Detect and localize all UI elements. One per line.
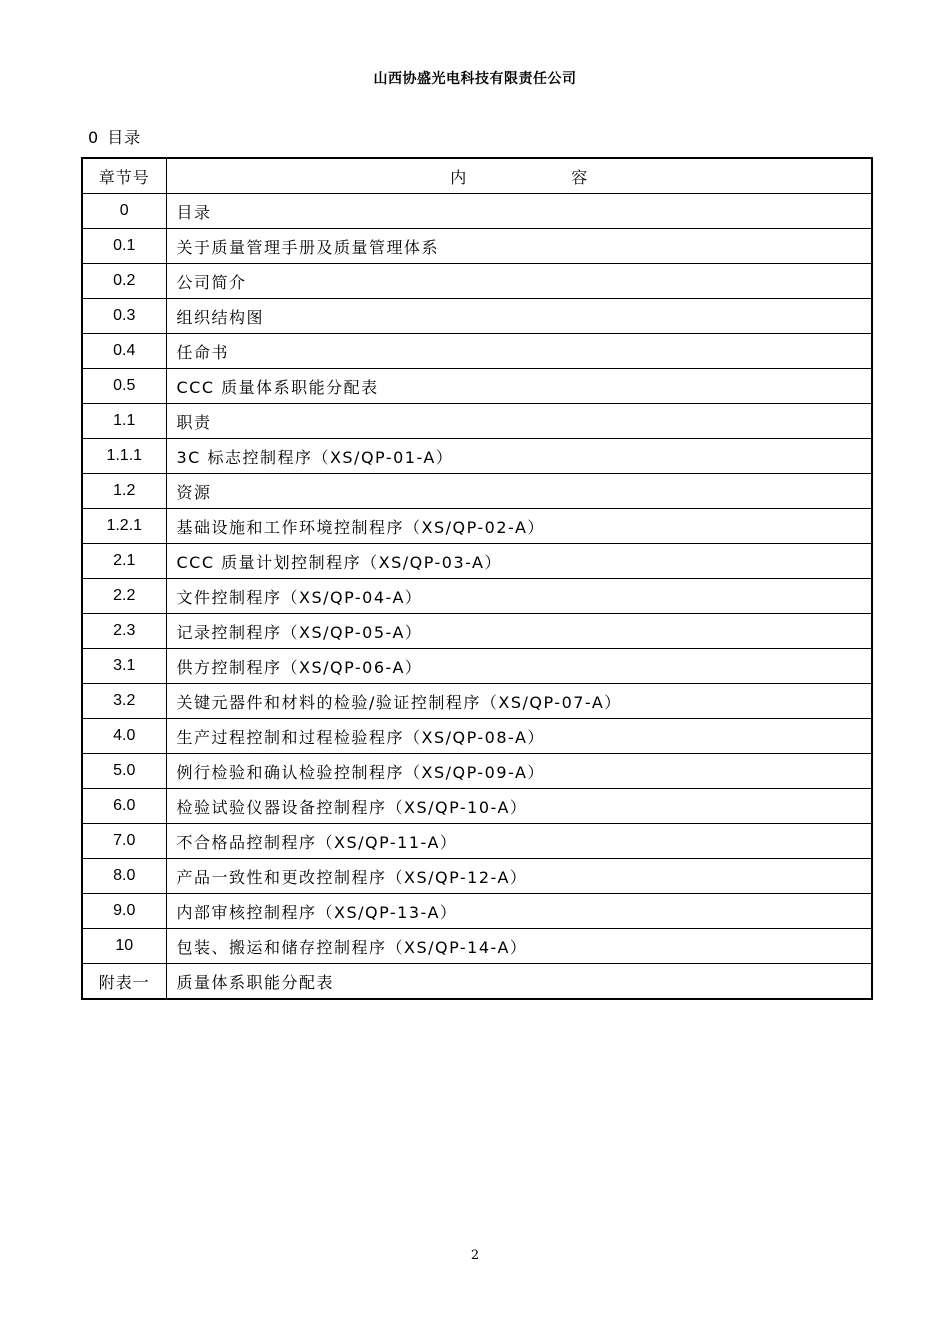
header-content-part1: 内 bbox=[450, 167, 467, 187]
chapter-number: 9.0 bbox=[82, 894, 166, 929]
table-row bbox=[82, 369, 872, 404]
table-row bbox=[82, 194, 872, 229]
toc-body bbox=[82, 194, 872, 1000]
table-row bbox=[82, 229, 872, 264]
chapter-content: 职责 bbox=[166, 404, 872, 439]
table-row bbox=[82, 579, 872, 614]
table-row bbox=[82, 299, 872, 334]
chapter-number: 2.3 bbox=[82, 614, 166, 649]
chapter-number: 1.1.1 bbox=[82, 439, 166, 474]
chapter-content: 3C 标志控制程序（XS/QP-01-A） bbox=[166, 439, 872, 474]
chapter-number: 5.0 bbox=[82, 754, 166, 789]
chapter-content: 不合格品控制程序（XS/QP-11-A） bbox=[166, 824, 872, 859]
table-row bbox=[82, 264, 872, 299]
chapter-number: 0.1 bbox=[82, 229, 166, 264]
chapter-number: 1.2 bbox=[82, 474, 166, 509]
chapter-number: 0.2 bbox=[82, 264, 166, 299]
chapter-number: 0.4 bbox=[82, 334, 166, 369]
chapter-content: 生产过程控制和过程检验程序（XS/QP-08-A） bbox=[166, 719, 872, 754]
chapter-number: 3.2 bbox=[82, 684, 166, 719]
chapter-content: 检验试验仪器设备控制程序（XS/QP-10-A） bbox=[166, 789, 872, 824]
chapter-content: 目录 bbox=[166, 194, 872, 229]
table-row bbox=[82, 859, 872, 894]
chapter-content: 基础设施和工作环境控制程序（XS/QP-02-A） bbox=[166, 509, 872, 544]
page-number: 2 bbox=[470, 1248, 480, 1263]
chapter-number: 7.0 bbox=[82, 824, 166, 859]
chapter-number: 1.1 bbox=[82, 404, 166, 439]
chapter-content: 关于质量管理手册及质量管理体系 bbox=[166, 229, 872, 264]
table-row bbox=[82, 824, 872, 859]
chapter-content: 公司简介 bbox=[166, 264, 872, 299]
chapter-content: 任命书 bbox=[166, 334, 872, 369]
table-row bbox=[82, 439, 872, 474]
chapter-number: 0.5 bbox=[82, 369, 166, 404]
section-number: 0 bbox=[88, 128, 100, 147]
table-row bbox=[82, 614, 872, 649]
toc-header-row bbox=[82, 158, 872, 194]
chapter-number: 2.1 bbox=[82, 544, 166, 579]
table-row bbox=[82, 404, 872, 439]
header-content bbox=[166, 158, 872, 194]
chapter-content: 供方控制程序（XS/QP-06-A） bbox=[166, 649, 872, 684]
table-row bbox=[82, 509, 872, 544]
chapter-content: 组织结构图 bbox=[166, 299, 872, 334]
table-row bbox=[82, 964, 872, 1000]
chapter-content: 产品一致性和更改控制程序（XS/QP-12-A） bbox=[166, 859, 872, 894]
header-chapter: 章节号 bbox=[82, 158, 166, 194]
section-title-text: 目录 bbox=[107, 128, 142, 147]
chapter-content: 包装、搬运和储存控制程序（XS/QP-14-A） bbox=[166, 929, 872, 964]
table-row bbox=[82, 789, 872, 824]
chapter-number: 4.0 bbox=[82, 719, 166, 754]
chapter-number: 2.2 bbox=[82, 579, 166, 614]
chapter-number: 1.2.1 bbox=[82, 509, 166, 544]
table-row bbox=[82, 684, 872, 719]
chapter-content: 内部审核控制程序（XS/QP-13-A） bbox=[166, 894, 872, 929]
chapter-number: 0 bbox=[82, 194, 166, 229]
chapter-content: 质量体系职能分配表 bbox=[166, 964, 872, 1000]
chapter-content: 例行检验和确认检验控制程序（XS/QP-09-A） bbox=[166, 754, 872, 789]
table-row bbox=[82, 649, 872, 684]
table-row bbox=[82, 894, 872, 929]
chapter-content: 关键元器件和材料的检验/验证控制程序（XS/QP-07-A） bbox=[166, 684, 872, 719]
chapter-content: 记录控制程序（XS/QP-05-A） bbox=[166, 614, 872, 649]
chapter-number: 3.1 bbox=[82, 649, 166, 684]
table-row bbox=[82, 929, 872, 964]
chapter-content: CCC 质量计划控制程序（XS/QP-03-A） bbox=[166, 544, 872, 579]
section-title bbox=[88, 125, 149, 148]
company-header: 山西协盛光电科技有限责任公司 bbox=[373, 71, 577, 87]
table-row bbox=[82, 334, 872, 369]
chapter-content: CCC 质量体系职能分配表 bbox=[166, 369, 872, 404]
chapter-number: 附表一 bbox=[82, 964, 166, 1000]
chapter-number: 0.3 bbox=[82, 299, 166, 334]
chapter-number: 8.0 bbox=[82, 859, 166, 894]
table-row bbox=[82, 544, 872, 579]
toc-table bbox=[81, 157, 873, 1000]
chapter-number: 6.0 bbox=[82, 789, 166, 824]
table-row bbox=[82, 474, 872, 509]
table-row bbox=[82, 719, 872, 754]
chapter-content: 资源 bbox=[166, 474, 872, 509]
chapter-content: 文件控制程序（XS/QP-04-A） bbox=[166, 579, 872, 614]
chapter-number: 10 bbox=[82, 929, 166, 964]
header-content-part2: 容 bbox=[571, 167, 588, 187]
table-row bbox=[82, 754, 872, 789]
